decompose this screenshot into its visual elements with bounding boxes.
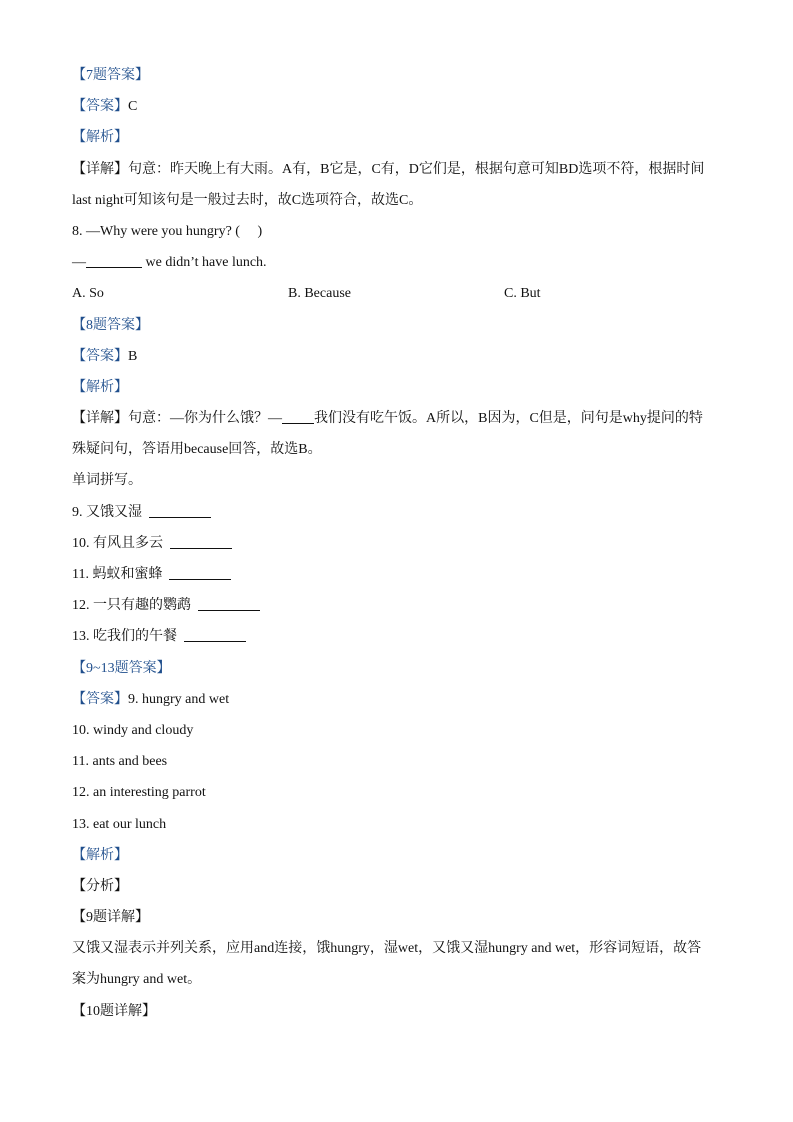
answer-label: 【答案】 <box>72 348 128 364</box>
item-text: 10. 有风且多云 <box>72 535 163 551</box>
q7-header: 【7题答案】 <box>72 68 149 83</box>
q7-analysis-label: 【解析】 <box>72 130 128 146</box>
item-text: 11. 蚂蚁和蜜蜂 <box>72 567 163 582</box>
answer-blank <box>149 503 211 518</box>
item-text: 9. 又饿又湿 <box>72 504 142 520</box>
answer-blank <box>170 534 232 549</box>
q8-options <box>72 278 732 309</box>
q9-detail-line2: 案为hungry and wet。 <box>72 972 202 988</box>
q8-detail-line1 <box>72 403 732 434</box>
detail-label: 【详解】 <box>72 161 128 177</box>
dash: — <box>72 255 86 271</box>
option-b: B. Because <box>288 286 351 302</box>
q7-answer <box>72 91 732 122</box>
answer-label: 【答案】 <box>72 99 128 115</box>
detail-text: 我们没有吃午饭。A所以，B因为，C但是，问句是why提问的特 <box>314 411 703 427</box>
spelling-item <box>72 559 732 590</box>
q9-13-answer <box>72 684 732 715</box>
q7-detail-line1 <box>72 154 732 185</box>
document-page <box>72 60 732 1027</box>
item-text: 12. 一只有趣的鹦鹉 <box>72 598 191 614</box>
q8-question: 8. —Why were you hungry? ( ) <box>72 223 263 239</box>
fenxi-label: 【分析】 <box>72 878 128 894</box>
answer-line: 12. an interesting parrot <box>72 785 206 801</box>
detail-text: 句意：昨天晚上有大雨。A有，B它是，C有，D它们是，根据句意可知BD选项不符，根据时间 <box>128 161 705 177</box>
q8-answer <box>72 341 732 372</box>
answer-blank <box>86 253 142 268</box>
answer-blank <box>198 596 260 611</box>
q8-header: 【8题答案】 <box>72 317 149 333</box>
answer-blank <box>184 627 246 642</box>
option-c: C. But <box>504 286 541 302</box>
q9-13-header: 【9~13题答案】 <box>72 660 171 676</box>
q8-analysis-label: 【解析】 <box>72 379 128 395</box>
q8-line2 <box>72 247 732 278</box>
item-text: 13. 吃我们的午餐 <box>72 629 177 645</box>
q9-13-analysis-label: 【解析】 <box>72 847 128 863</box>
q9-detail-line1: 又饿又湿表示并列关系，应用and连接，饿hungry，湿wet，又饿又湿hungry and wet，形容词短语，故答 <box>72 941 702 957</box>
spelling-item <box>72 590 732 621</box>
option-a: A. So <box>72 286 104 302</box>
q8-detail-line2: 殊疑问句，答语用because回答，故选B。 <box>72 442 322 458</box>
answer-blank <box>169 565 231 580</box>
spelling-item <box>72 621 732 652</box>
answer-line: 11. ants and bees <box>72 754 168 770</box>
answer-value: 9. hungry and wet <box>128 691 230 707</box>
answer-line: 13. eat our lunch <box>72 816 167 832</box>
spelling-title: 单词拼写。 <box>72 473 142 489</box>
answer-blank <box>282 409 314 424</box>
answer-value: B <box>128 348 138 364</box>
answer-value: C <box>128 99 138 115</box>
spelling-item <box>72 497 732 528</box>
detail-label: 【详解】 <box>72 411 128 427</box>
q7-detail-line2: last night可知该句是一般过去时，故C选项符合，故选C。 <box>72 192 423 208</box>
answer-label: 【答案】 <box>72 691 128 707</box>
answer-line: 10. windy and cloudy <box>72 722 194 738</box>
sentence-text: we didn’t have lunch. <box>142 255 267 271</box>
q9-detail-label: 【9题详解】 <box>72 910 149 926</box>
q10-detail-label: 【10题详解】 <box>72 1003 156 1019</box>
detail-text: 句意：—你为什么饿？— <box>128 411 282 427</box>
spelling-item <box>72 528 732 559</box>
